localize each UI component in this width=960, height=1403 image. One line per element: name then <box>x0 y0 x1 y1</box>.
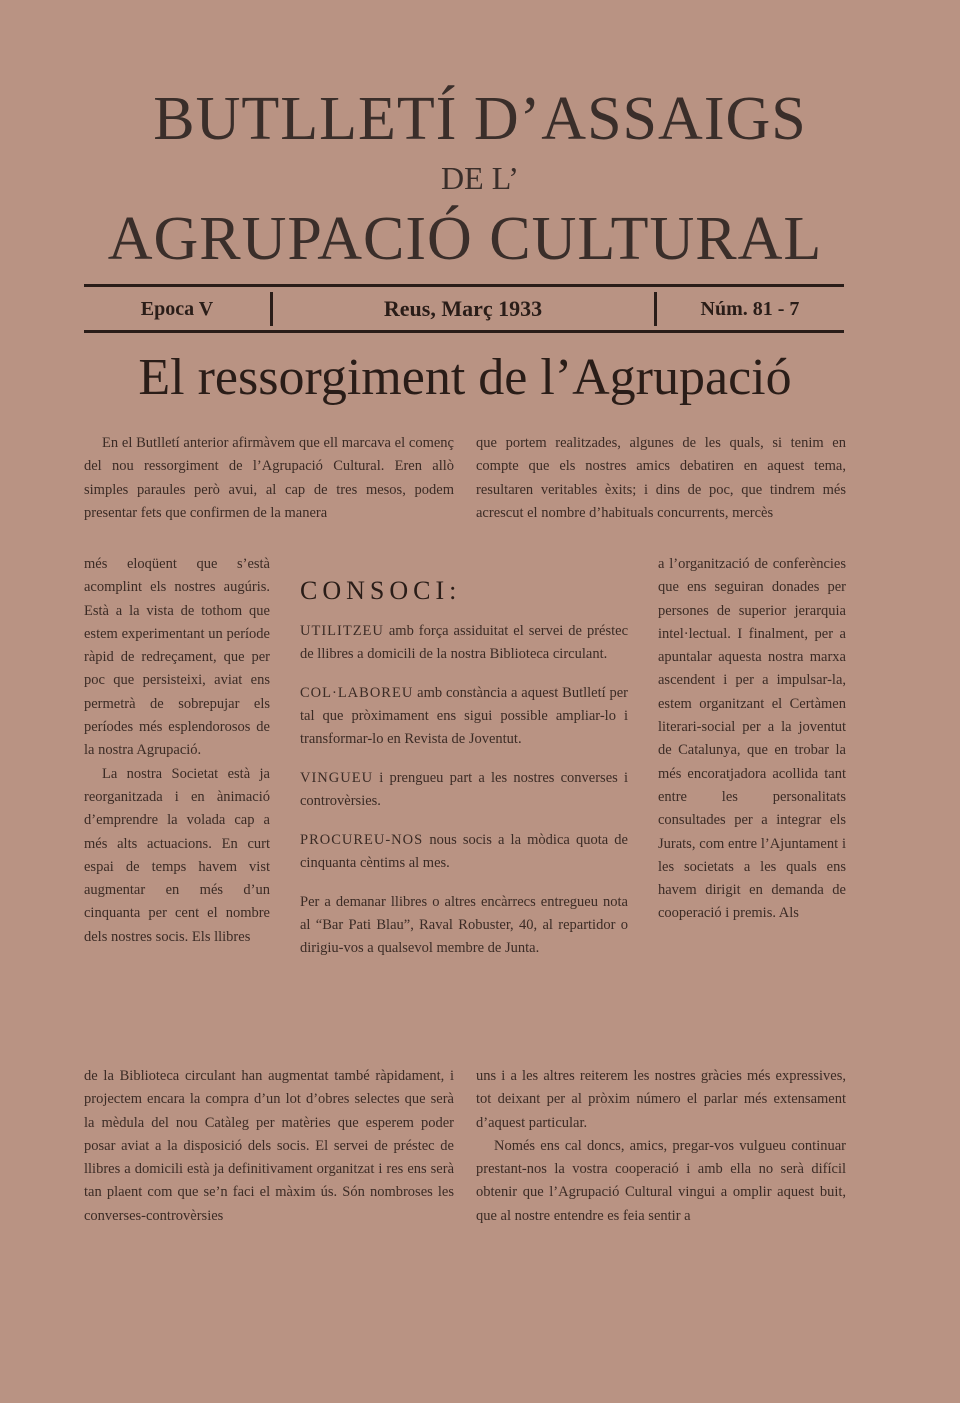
consoci-item-lead: UTILITZEU <box>300 623 384 639</box>
consoci-item <box>300 829 628 875</box>
consoci-item-text: amb força assiduitat el servei de préstec de llibres a domicili de la nostra Biblioteca circulant. <box>300 623 628 662</box>
article-headline: El ressorgiment de l’Agrupació <box>138 349 792 406</box>
consoci-item-lead: COL·LABOREU <box>300 685 414 701</box>
consoci-item-text: amb constància a aquest Butlletí per tal que pròximament ens sigui possible ampliar-lo i transformar-lo en Revista de Joventut. <box>300 685 628 747</box>
masthead-title-line3: AGRUPACIÓ CULTURAL <box>107 205 823 273</box>
article-paragraph: que portem realitzades, algunes de les quals, si tenim en compte que els nostres amics debatiren en aquest tema, resultaren veritables èxits; i dins de poc, que tindrem més acrescut el nombre d’habituals concurrents, mercès <box>476 435 846 521</box>
masthead-title-line1: BUTLLETÍ D’ASSAIGS <box>153 85 807 153</box>
issue-number-label: Núm. 81 - 7 <box>700 297 800 320</box>
consoci-contact: Per a demanar llibres o altres encàrrecs entregueu nota al “Bar Pati Blau”, Raval Robuster, 40, al repartidor o dirigiu-vos a qualsevol membre de Junta. <box>300 894 628 956</box>
article-paragraph: a l’organització de conferències que ens seguiran donades per persones de superior jerarquia intel·lectual. I finalment, per a apuntalar aquesta nostra marxa ascendent i per a impulsar-la, estem organitzant el Certàmen literari-social per a la joventut de Catalunya, que en trobar la més encoratjadora acollida tant entre les personalitats consultades per a integrar els Jurats, com entre l’Ajuntament i les societats a les quals ens havem dirigit en demanda de cooperació i premis. Als <box>658 556 846 922</box>
consoci-item <box>300 767 628 813</box>
article-text-left-bottom <box>84 1065 454 1228</box>
article-paragraph: de la Biblioteca circulant han augmentat també ràpidament, i projectem encara la compra d’un lot d’obres selectes que serà la mèdula del nou Catàleg per matèries que esperem poder posar aviat a la disposició dels socis. El servei de préstec de llibres a domicili està ja definitivament organitzat i res ens serà tan plaent com que se’n faci el màxim ús. Són nombroses les converses-controvèrsies <box>84 1068 454 1224</box>
article-text-right-top <box>476 432 846 525</box>
article-text-right-bottom <box>476 1065 846 1228</box>
article-text-left-narrow <box>84 553 270 949</box>
consoci-item-lead: VINGUEU <box>300 770 374 786</box>
consoci-item-lead: PROCUREU-NOS <box>300 832 424 848</box>
article-text-left-top <box>84 432 454 525</box>
top-rule <box>84 284 844 287</box>
article-paragraph: En el Butlletí anterior afirmàvem que ell marcava el començ del nou ressorgiment de l’Agrupació Cultural. Eren allò simples paraules però avui, al cap de tres mesos, podem presentar fets que confirmen de la manera <box>84 435 454 521</box>
article-text-right-narrow <box>658 553 846 926</box>
issue-info-bar <box>84 290 844 328</box>
article-paragraph: Només ens cal doncs, amics, pregar-vos vulgueu continuar prestant-nos la vostra cooperació i amb ella no serà difícil obtenir que l’Agrupació Cultural vingui a omplir aquest buit, que al nostre entendre es feia sentir a <box>476 1137 846 1224</box>
bottom-rule <box>84 330 844 333</box>
consoci-item <box>300 682 628 751</box>
place-date-label: Reus, Març 1933 <box>383 296 543 321</box>
epoca-label: Epoca V <box>140 297 214 320</box>
consoci-item-text: i prengueu part a les nostres converses i controvèrsies. <box>300 770 628 809</box>
article-paragraph: més eloqüent que s’està acomplint els nostres augúris. Està a la vista de tothom que estem experimentant un període ràpid de redreçament, que per poc que persisteixi, aviat ens permetrà de sobrepujar els períodes més esplendorosos de la nostra Agrupació. <box>84 556 270 759</box>
consoci-item-text: nous socis a la mòdica quota de cinquanta cèntims al mes. <box>300 832 628 871</box>
masthead-title-line2: DE L’ <box>441 160 519 196</box>
article-paragraph: uns i a les altres reiterem les nostres gràcies més expressives, tot deixant per al pròxim número el parlar més extensament d’aquest particular. <box>476 1068 846 1131</box>
consoci-title: CONSOCI: <box>300 576 462 605</box>
consoci-item <box>300 620 628 666</box>
consoci-box <box>300 576 628 976</box>
article-paragraph: La nostra Societat està ja reorganitzada i en ànimació d’emprendre la volada cap a més alts actuacions. En curt espai de temps havem vist augmentar en més d’un cinquanta per cent el nombre dels nostres socis. Els llibres <box>84 765 270 945</box>
